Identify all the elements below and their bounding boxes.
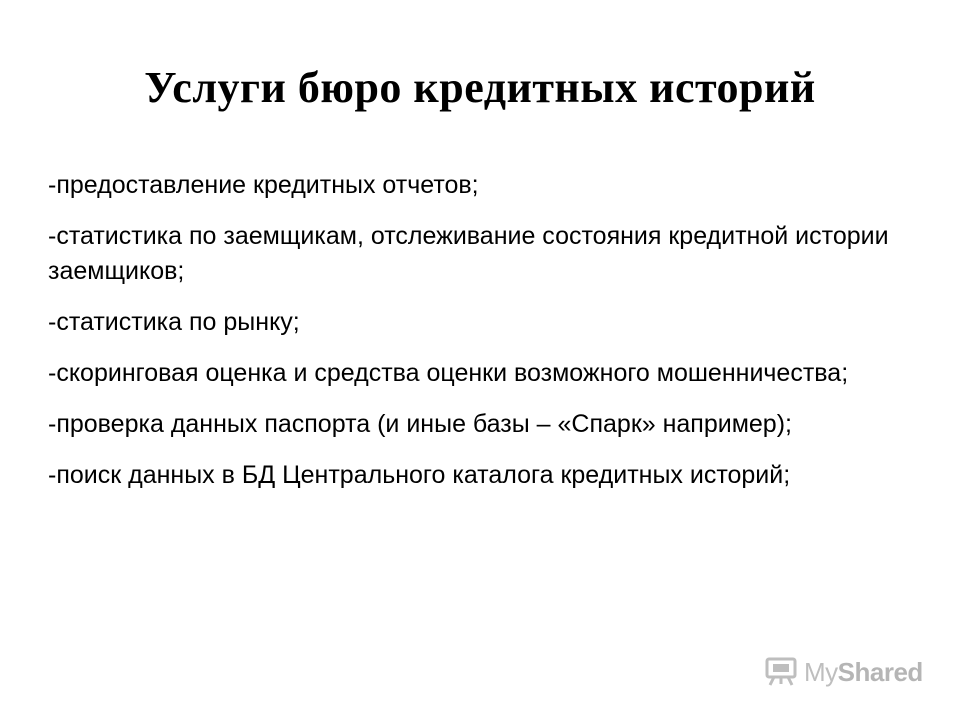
slide-title: Услуги бюро кредитных историй xyxy=(144,63,816,112)
list-item: -статистика по заемщикам, отслеживание состояния кредитной истории заемщиков; xyxy=(48,222,889,285)
bullet-list xyxy=(48,168,908,509)
presentation-board-icon xyxy=(764,657,798,687)
watermark-text: MyShared xyxy=(804,656,923,687)
myshared-watermark xyxy=(764,652,923,692)
list-item: -поиск данных в БД Центрального каталога кредитных историй; xyxy=(48,461,791,489)
list-item: -скоринговая оценка и средства оценки возможного мошенничества; xyxy=(48,359,849,387)
list-item: -статистика по рынку; xyxy=(48,308,300,336)
list-item: -предоставление кредитных отчетов; xyxy=(48,171,479,199)
list-item: -проверка данных паспорта (и иные базы – «Спарк» например); xyxy=(48,410,792,438)
